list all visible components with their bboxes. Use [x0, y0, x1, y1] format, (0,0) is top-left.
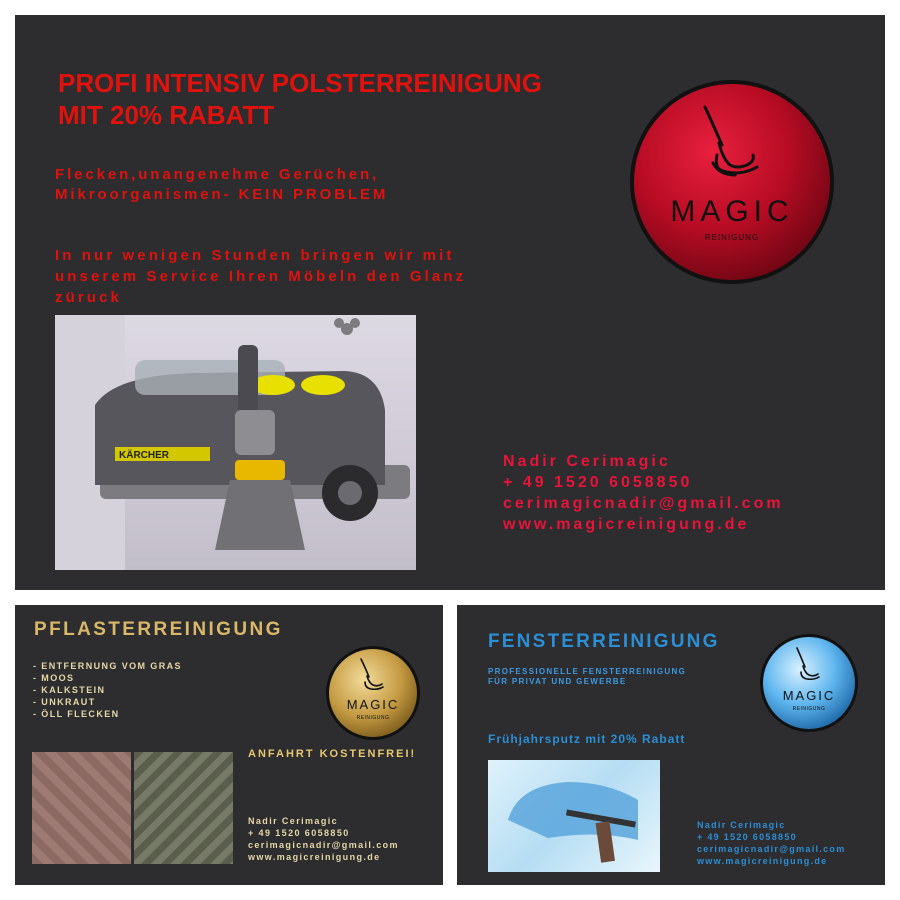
upholstery-flyer	[15, 15, 885, 590]
contact-email[interactable]: cerimagicnadir@gmail.com	[248, 840, 399, 850]
vacuum-brand-label: KÄRCHER	[119, 450, 169, 461]
contact-email[interactable]: cerimagicnadir@gmail.com	[503, 495, 784, 512]
contact-phone[interactable]: + 49 1520 6058850	[503, 474, 693, 491]
headline	[58, 67, 542, 131]
list-item: - ENTFERNUNG VOM GRAS	[33, 661, 182, 671]
window-description	[488, 667, 686, 687]
contact-name: Nadir Cerimagic	[697, 820, 786, 830]
contact-website[interactable]: www.magicreinigung.de	[503, 516, 750, 533]
contact-phone[interactable]: + 49 1520 6058850	[697, 832, 797, 842]
wall-flower-icon	[334, 318, 360, 335]
magic-logo-gold	[325, 645, 421, 741]
vacuum-icon	[55, 315, 416, 570]
list-item: - UNKRAUT	[33, 697, 96, 707]
body-line-2: unserem Service Ihren Möbeln den Glanz	[55, 268, 467, 285]
cleaner-photo	[55, 315, 416, 570]
magic-logo	[627, 77, 837, 287]
paving-contact-block	[248, 815, 399, 863]
logo-sub: REINIGUNG	[356, 715, 390, 721]
spring-discount: Frühjahrsputz mit 20% Rabatt	[488, 732, 686, 746]
paving-title: PFLASTERREINIGUNG	[34, 619, 283, 640]
list-item: - MOOS	[33, 673, 75, 683]
magic-logo-gold-emblem	[325, 645, 421, 741]
window-cleaning-photo	[488, 760, 660, 872]
paving-photo-dirty	[134, 752, 233, 864]
body-line-1: In nur wenigen Stunden bringen wir mit	[55, 247, 455, 264]
contact-block	[503, 451, 784, 535]
logo-sub: REINIGUNG	[792, 706, 826, 712]
body-line-3: züruck	[55, 289, 122, 306]
subline-line-2: Mikroorganismen- KEIN PROBLEM	[55, 186, 389, 203]
list-item: - ÖLL FLECKEN	[33, 709, 120, 719]
contact-phone[interactable]: + 49 1520 6058850	[248, 828, 350, 838]
logo-word: MAGIC	[346, 697, 400, 712]
paving-flyer	[15, 605, 443, 885]
paving-service-list	[33, 660, 182, 720]
magic-logo-blue-emblem	[759, 633, 859, 733]
headline-line-1: PROFI INTENSIV POLSTERREINIGUNG	[58, 68, 542, 98]
contact-website[interactable]: www.magicreinigung.de	[248, 852, 381, 862]
subline-line-1: Flecken,unangenehme Gerüchen,	[55, 166, 380, 183]
contact-name: Nadir Cerimagic	[503, 453, 671, 470]
body-text	[55, 245, 466, 308]
window-flyer	[457, 605, 885, 885]
window-contact-block	[697, 819, 846, 867]
contact-email[interactable]: cerimagicnadir@gmail.com	[697, 844, 846, 854]
free-travel-note: ANFAHRT KOSTENFREI!	[248, 748, 417, 760]
logo-word: MAGIC	[782, 688, 836, 703]
magic-logo-emblem	[627, 77, 837, 287]
subline	[55, 165, 388, 205]
logo-sub: REINIGUNG	[704, 233, 760, 242]
contact-website[interactable]: www.magicreinigung.de	[697, 856, 828, 866]
desc-line-2: FÜR PRIVAT UND GEWERBE	[488, 677, 627, 686]
magic-logo-blue	[759, 633, 859, 733]
squeegee-icon	[488, 760, 660, 872]
paving-photo-clean	[32, 752, 131, 864]
list-item: - KALKSTEIN	[33, 685, 106, 695]
headline-line-2: MIT 20% RABATT	[58, 100, 275, 130]
desc-line-1: PROFESSIONELLE FENSTERREINIGUNG	[488, 667, 687, 676]
contact-name: Nadir Cerimagic	[248, 816, 339, 826]
logo-word: MAGIC	[670, 195, 794, 228]
window-title: FENSTERREINIGUNG	[488, 631, 720, 652]
